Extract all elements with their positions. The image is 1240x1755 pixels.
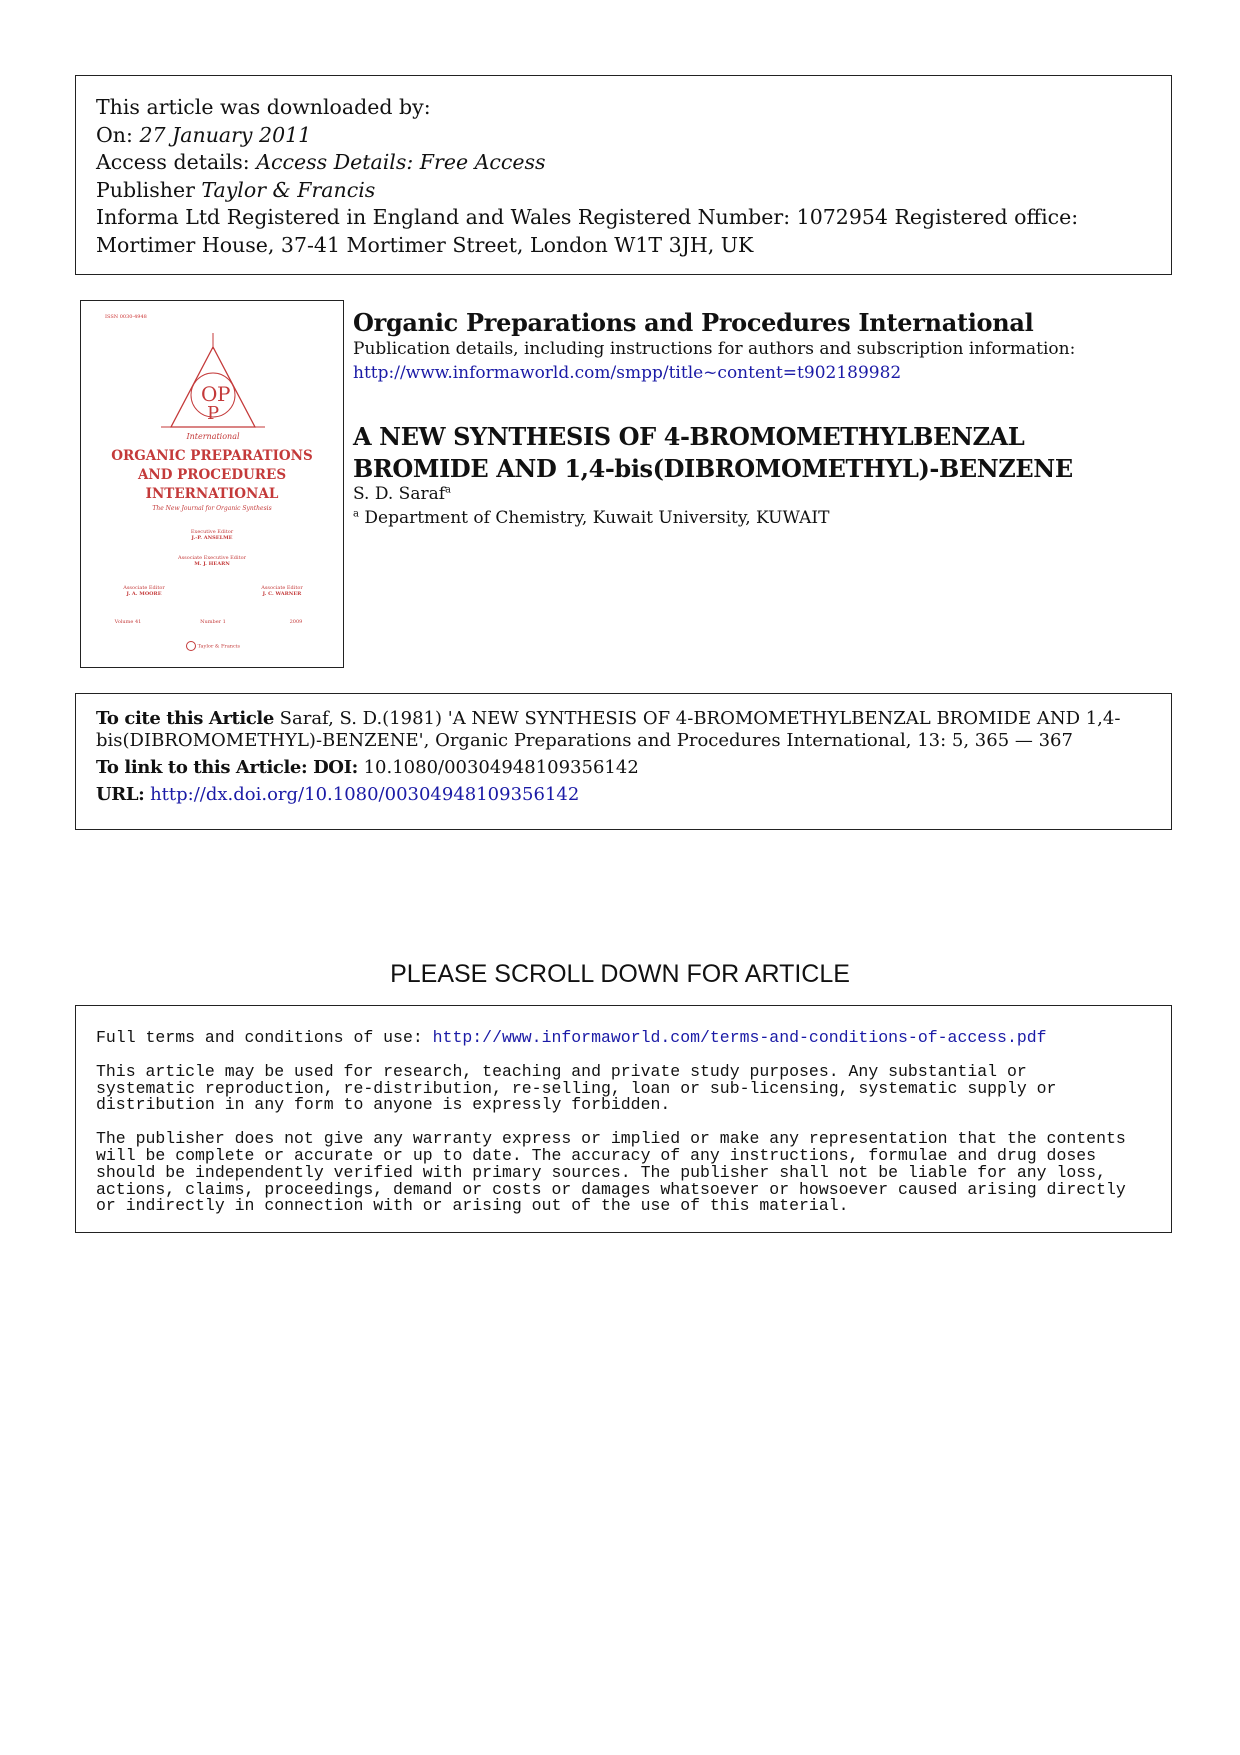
doi-value: 10.1080/00304948109356142 — [357, 757, 639, 778]
access-details — [96, 149, 1151, 177]
emblem-sub: International — [186, 432, 240, 441]
cover-title-line-1: ORGANIC PREPARATIONS — [111, 448, 313, 464]
journal-emblem-icon — [143, 333, 283, 443]
cover-exec-editor-role: Executive Editor — [190, 529, 234, 535]
cover-assoc-exec-role: Associate Executive Editor — [178, 555, 246, 561]
access-details-label: Access details: — [96, 150, 250, 174]
cover-year: 2009 — [289, 619, 303, 625]
journal-title: Organic Preparations and Procedures International — [353, 308, 1034, 337]
article-title: A NEW SYNTHESIS OF 4-BROMOMETHYLBENZAL BROMIDE AND 1,4-bis(DIBROMOMETHYL)-BENZENE — [353, 422, 1073, 483]
cite-article — [96, 708, 1151, 752]
url-line — [96, 784, 1151, 806]
cover-number: Number 1 — [200, 619, 226, 625]
publication-details: Publication details, including instructions for authors and subscription information: — [353, 339, 1076, 359]
affil-marker: a — [353, 508, 359, 520]
doi-url-link[interactable]: http://dx.doi.org/10.1080/00304948109356142 — [144, 784, 580, 805]
publisher-value: Taylor & Francis — [201, 177, 376, 202]
terms-paragraph-1: This article may be used for research, teaching and private study purposes. Any substantial or systematic reproduction, re-distribution, re-selling, loan or sub-licensing, systematic supply or distribution in any form to anyone is expressly forbidden. — [96, 1061, 1057, 1115]
access-details-value: Access Details: Free Access — [256, 150, 546, 174]
affiliation-text: Department of Chemistry, Kuwait University, KUWAIT — [358, 508, 830, 528]
journal-cover-image — [80, 300, 344, 668]
download-info-box — [75, 75, 1172, 275]
terms-url-link[interactable]: http://www.informaworld.com/terms-and-conditions-of-access.pdf — [432, 1028, 1047, 1047]
cover-assoc-exec-name: M. J. HEARN — [194, 561, 230, 567]
emblem-letter-o: O — [201, 382, 218, 406]
download-date — [96, 122, 1151, 150]
emblem-letter-p1: P — [217, 382, 231, 406]
cover-volume: Volume 41 — [114, 619, 142, 625]
cite-text: Saraf, S. D.(1981) 'A NEW SYNTHESIS OF 4-BROMOMETHYLBENZAL BROMIDE AND 1,4-bis(DIBROMOMETHYL)-BENZENE', Organic Preparations and Procedures International, 13: 5, 365 — 367 — [96, 708, 1121, 751]
cover-title-line-3: INTERNATIONAL — [145, 486, 279, 502]
terms-box — [75, 1005, 1172, 1233]
cover-issn: ISSN 0030-4948 — [105, 314, 147, 320]
full-terms-line — [96, 1030, 1151, 1047]
url-label: URL: — [96, 784, 145, 805]
cover-title-line-2: AND PROCEDURES — [137, 467, 287, 483]
registered-office: Informa Ltd Registered in England and Wales Registered Number: 1072954 Registered office: Mortimer House, 37-41 Mortimer Street, London W1T 3JH, UK — [96, 205, 1079, 257]
affiliation — [353, 508, 829, 528]
publisher-logo-text: Taylor & Francis — [197, 643, 240, 650]
full-terms-label: Full terms and conditions of use: — [96, 1028, 433, 1047]
publisher-logo-icon — [186, 641, 196, 651]
download-date-label: On: — [96, 122, 133, 147]
download-intro: This article was downloaded by: — [96, 95, 431, 119]
terms-paragraph-2: The publisher does not give any warranty express or implied or make any representation that the contents will be complete or accurate or up to date. The accuracy of any instructions, formulae and drug doses should be independently verified with primary sources. The publisher shall not be liable for any loss, actions, claims, proceedings, demand or costs or damages whatsoever or howsoever caused arising directly or indirectly in connection with or arising out of the use of this material. — [96, 1129, 1126, 1216]
citation-box — [75, 693, 1172, 830]
cover-exec-editor-name: J.-P. ANSELME — [191, 535, 233, 541]
emblem-letter-p2: P — [207, 403, 220, 424]
doi-label: To link to this Article: DOI: — [96, 757, 358, 778]
author — [353, 484, 451, 504]
publisher-label: Publisher — [96, 177, 195, 202]
cover-publisher-logo — [178, 641, 248, 651]
author-affil-marker: a — [445, 484, 451, 496]
cite-label: To cite this Article — [96, 708, 274, 729]
cover-assoc-left-name: J. A. MOORE — [126, 591, 162, 597]
cover-assoc-right-name: J. C. WARNER — [262, 591, 302, 597]
download-date-value: 27 January 2011 — [139, 122, 312, 147]
journal-url-link[interactable]: http://www.informaworld.com/smpp/title~content=t902189982 — [353, 363, 902, 383]
cover-assoc-right-role: Associate Editor — [261, 585, 303, 591]
cover-assoc-left-role: Associate Editor — [123, 585, 165, 591]
doi-line — [96, 757, 1151, 779]
publisher-line — [96, 177, 1151, 205]
author-name: S. D. Saraf — [353, 484, 446, 504]
cover-tagline: The New Journal for Organic Synthesis — [152, 505, 272, 512]
scroll-down-note: PLEASE SCROLL DOWN FOR ARTICLE — [390, 960, 850, 988]
